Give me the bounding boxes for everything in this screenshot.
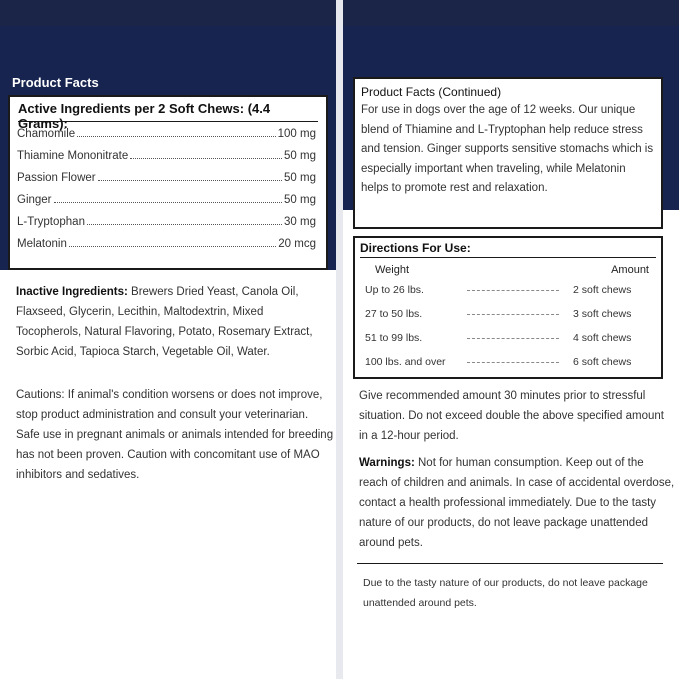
dot-leader [98,180,282,181]
dot-leader [77,136,275,137]
ingredient-row [10,128,326,150]
ingredient-name: Melatonin [17,238,67,250]
ingredient-name: Passion Flower [17,172,96,184]
warnings-text: Not for human consumption. Keep out of the reach of children and animals. In case of accidental overdose, contact a health professional immediately. Due to the tasty nature of our products, do not leave package unattended around pets. [359,457,675,549]
directions-header-row [355,258,661,278]
continued-title: Product Facts (Continued) [361,85,502,99]
right-panel [343,0,679,679]
inactive-ingredients-paragraph [16,282,328,362]
ingredient-row [10,172,326,194]
ingredient-row [10,194,326,216]
inactive-ingredients-label: Inactive Ingredients: [16,286,128,298]
dot-leader [54,202,283,203]
ingredient-amount: 50 mg [284,194,316,206]
footer-note: Due to the tasty nature of our products, do not leave package unattended around pets. [363,577,648,609]
ingredient-amount: 20 mcg [278,238,316,250]
navy-top-band [343,0,679,26]
ingredient-name: Ginger [17,194,52,206]
dash-leader [467,290,559,291]
dash-leader [467,338,559,339]
weight-value: 100 lbs. and over [365,356,446,368]
left-panel [0,0,336,679]
ingredient-name: Chamomile [17,128,76,140]
directions-row [355,302,661,326]
inactive-ingredients-text: Brewers Dried Yeast, Canola Oil, Flaxseed, Glycerin, Lecithin, Maltodextrin, Mixed Tocopherols, Natural Flavoring, Potato, Rosemary Extract, Sorbic Acid, Tapioca Starch, Vegetable Oil, Water. [16,286,313,358]
product-facts-heading: Product Facts [12,75,99,90]
amount-value: 6 soft chews [573,356,632,368]
warnings-label: Warnings: [359,457,415,469]
warnings-paragraph [359,453,675,553]
weight-value: 27 to 50 lbs. [365,308,423,320]
footer-divider [357,563,663,564]
dot-leader [87,224,282,225]
ingredient-amount: 50 mg [284,150,316,162]
product-facts-continued-box [353,77,663,229]
continued-text: For use in dogs over the age of 12 weeks. Our unique blend of Thiamine and L-Tryptophan help reduce stress and tension. Ginger supports sensitive stomachs which is especially important when traveling, while Melatonin helps to promote rest and relaxation. [361,104,654,194]
ingredient-name: L-Tryptophan [17,216,85,228]
navy-top-band [0,0,336,26]
directions-box [353,236,663,379]
active-ingredients-box [8,95,328,270]
panel-gutter [336,0,343,679]
dash-leader [467,362,559,363]
ingredient-amount: 100 mg [277,128,316,140]
directions-title: Directions For Use: [360,241,471,255]
ingredient-row [10,238,326,260]
dash-leader [467,314,559,315]
directions-row [355,326,661,350]
directions-row [355,278,661,302]
weight-header: Weight [375,264,410,276]
amount-value: 2 soft chews [573,284,632,296]
cautions-paragraph: Cautions: If animal's condition worsens or does not improve, stop product administration and consult your veterinarian. Safe use in pregnant animals or animals intended for breeding has not been proven. Caution with concomitant use of MAO inhibitors and sedatives. [16,389,334,481]
weight-value: Up to 26 lbs. [365,284,424,296]
amount-header: Amount [611,264,649,276]
ingredient-name: Thiamine Mononitrate [17,150,129,162]
ingredient-amount: 30 mg [284,216,316,228]
dot-leader [69,246,276,247]
directions-row [355,350,661,374]
amount-value: 4 soft chews [573,332,632,344]
weight-value: 51 to 99 lbs. [365,332,423,344]
dot-leader [130,158,282,159]
ingredient-row [10,216,326,238]
ingredient-amount: 50 mg [284,172,316,184]
dosing-note-paragraph: Give recommended amount 30 minutes prior to stressful situation. Do not exceed double the above specified amount in a 12-hour period. [359,390,664,442]
amount-value: 3 soft chews [573,308,632,320]
active-ingredients-title: Active Ingredients per 2 Soft Chews: (4.4 Grams): [18,101,271,131]
ingredient-row [10,150,326,172]
